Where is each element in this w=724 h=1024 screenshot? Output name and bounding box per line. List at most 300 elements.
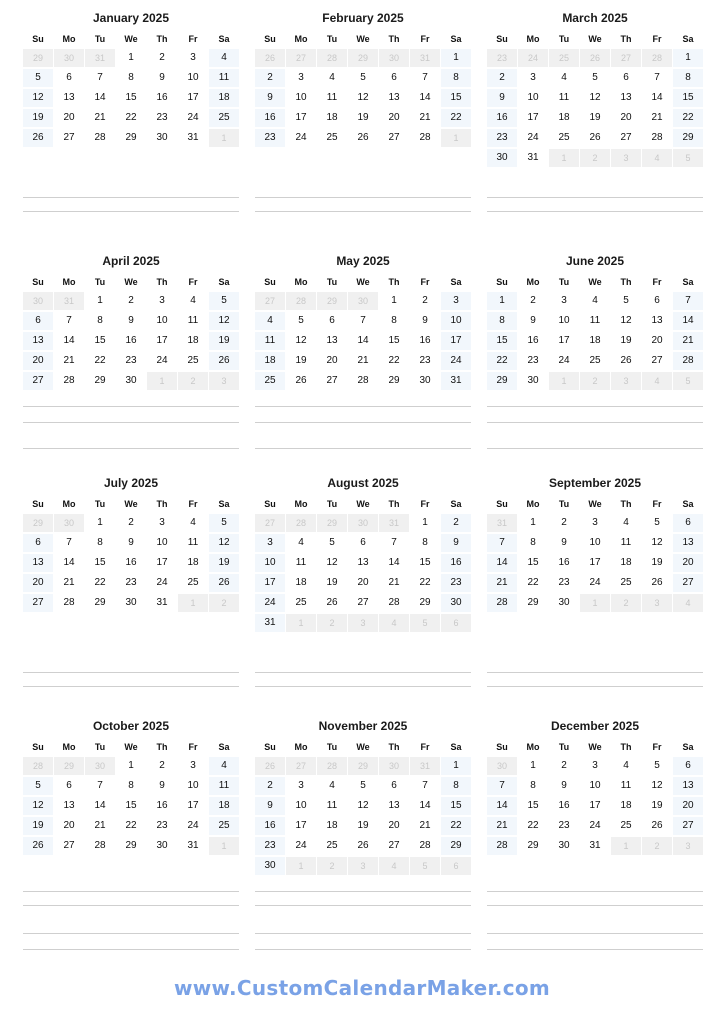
day-cell: 18 [187, 557, 199, 568]
day-cell: 7 [487, 777, 517, 795]
day-cell: 1 [673, 49, 703, 67]
day-cell: 1 [441, 49, 471, 67]
weekday-header: Fr [652, 499, 662, 509]
day-cell: 13 [23, 332, 53, 350]
day-cell: 20 [673, 554, 703, 572]
day-cell: 22 [441, 817, 471, 835]
day-cell: 15 [527, 557, 539, 568]
day-cell: 5 [592, 72, 598, 83]
adjacent-month-day: 31 [85, 49, 115, 67]
day-cell: 6 [391, 72, 397, 83]
adjacent-month-day: 6 [441, 857, 471, 875]
day-cell: 18 [620, 557, 632, 568]
day-cell: 29 [441, 837, 471, 855]
day-cell: 9 [422, 315, 428, 326]
day-cell: 22 [487, 352, 517, 370]
day-cell: 21 [487, 817, 517, 835]
adjacent-month-day: 31 [410, 49, 440, 67]
day-cell: 26 [326, 597, 338, 608]
day-cell: 11 [589, 315, 601, 326]
day-cell: 20 [388, 112, 400, 123]
day-cell: 2 [422, 295, 428, 306]
weekday-header: Th [620, 742, 632, 752]
weekday-header: Th [156, 277, 168, 287]
day-cell: 16 [156, 800, 168, 811]
day-cell: 15 [527, 800, 539, 811]
adjacent-month-day: 4 [673, 594, 703, 612]
adjacent-month-day: 27 [255, 514, 285, 532]
day-cell: 19 [651, 557, 663, 568]
day-cell: 27 [388, 132, 400, 143]
adjacent-month-day: 29 [54, 757, 84, 775]
day-cell: 25 [187, 355, 199, 366]
day-cell: 26 [651, 577, 663, 588]
weekday-header: Tu [326, 742, 338, 752]
weekday-header: Th [620, 499, 632, 509]
day-cell: 6 [673, 757, 703, 775]
day-cell: 7 [97, 72, 103, 83]
day-cell: 10 [441, 312, 471, 330]
day-cell: 14 [419, 92, 431, 103]
weekday-header: Mo [294, 499, 308, 509]
weekday-header: We [588, 34, 602, 44]
day-cell: 11 [187, 315, 199, 326]
adjacent-month-day: 1 [611, 837, 641, 855]
day-cell: 26 [651, 820, 663, 831]
day-cell: 13 [651, 315, 663, 326]
day-cell: 11 [209, 777, 239, 795]
day-cell: 16 [125, 557, 137, 568]
day-cell: 23 [156, 112, 168, 123]
day-cell: 21 [419, 112, 431, 123]
day-cell: 24 [187, 820, 199, 831]
day-cell: 17 [295, 112, 307, 123]
note-line [23, 949, 239, 950]
note-line [23, 891, 239, 892]
day-cell: 25 [326, 840, 338, 851]
adjacent-month-day: 1 [286, 614, 316, 632]
day-cell: 19 [326, 577, 338, 588]
day-cell: 25 [209, 109, 239, 127]
adjacent-month-day: 3 [348, 614, 378, 632]
weekday-header: Sa [450, 277, 462, 287]
note-line [23, 686, 239, 687]
adjacent-month-day: 23 [487, 49, 517, 67]
month-title: October 2025 [92, 719, 170, 733]
weekday-header: Sa [450, 742, 462, 752]
note-line [255, 422, 471, 423]
day-cell: 7 [422, 72, 428, 83]
weekday-header: Su [264, 34, 276, 44]
day-cell: 12 [620, 315, 632, 326]
day-cell: 13 [620, 92, 632, 103]
day-cell: 18 [187, 335, 199, 346]
day-cell: 21 [651, 112, 663, 123]
day-cell: 10 [156, 315, 168, 326]
day-cell: 11 [187, 537, 199, 548]
day-cell: 30 [125, 597, 137, 608]
adjacent-month-day: 2 [317, 857, 347, 875]
note-line [487, 686, 703, 687]
adjacent-month-day: 1 [209, 837, 239, 855]
day-cell: 28 [487, 837, 517, 855]
adjacent-month-day: 27 [611, 49, 641, 67]
day-cell: 19 [295, 355, 307, 366]
day-cell: 13 [388, 800, 400, 811]
day-cell: 17 [527, 112, 539, 123]
weekday-header: We [124, 499, 138, 509]
day-cell: 28 [651, 132, 663, 143]
day-cell: 25 [620, 577, 632, 588]
day-cell: 4 [190, 295, 196, 306]
day-cell: 27 [326, 375, 338, 386]
adjacent-month-day: 2 [209, 594, 239, 612]
day-cell: 23 [487, 129, 517, 147]
weekday-header: Sa [450, 34, 462, 44]
weekday-header: Tu [326, 277, 338, 287]
note-line [23, 406, 239, 407]
day-cell: 14 [487, 554, 517, 572]
day-cell: 11 [295, 557, 307, 568]
day-cell: 3 [298, 72, 304, 83]
day-cell: 23 [125, 577, 137, 588]
month-title: May 2025 [336, 254, 390, 268]
day-cell: 4 [329, 780, 335, 791]
day-cell: 12 [23, 797, 53, 815]
day-cell: 8 [391, 315, 397, 326]
day-cell: 20 [326, 355, 338, 366]
day-cell: 30 [441, 594, 471, 612]
note-line [255, 949, 471, 950]
weekday-header: Sa [682, 34, 694, 44]
day-cell: 22 [419, 577, 431, 588]
adjacent-month-day: 26 [580, 49, 610, 67]
adjacent-month-day: 5 [673, 372, 703, 390]
weekday-header: Fr [420, 742, 430, 752]
day-cell: 28 [357, 375, 369, 386]
day-cell: 9 [441, 534, 471, 552]
day-cell: 14 [388, 557, 400, 568]
day-cell: 30 [487, 149, 517, 167]
adjacent-month-day: 30 [54, 49, 84, 67]
adjacent-month-day: 30 [23, 292, 53, 310]
adjacent-month-day: 24 [518, 49, 548, 67]
month-title: January 2025 [92, 11, 170, 25]
day-cell: 8 [487, 312, 517, 330]
day-cell: 2 [255, 777, 285, 795]
weekday-header: Mo [62, 277, 76, 287]
note-line [255, 448, 471, 449]
day-cell: 17 [589, 557, 601, 568]
day-cell: 23 [125, 355, 137, 366]
day-cell: 13 [63, 800, 75, 811]
day-cell: 19 [23, 817, 53, 835]
note-line [487, 933, 703, 934]
weekday-header: Su [264, 277, 276, 287]
weekday-header: Th [156, 742, 168, 752]
day-cell: 2 [255, 69, 285, 87]
day-cell: 26 [23, 837, 53, 855]
day-cell: 8 [422, 537, 428, 548]
day-cell: 5 [360, 72, 366, 83]
day-cell: 23 [156, 820, 168, 831]
day-cell: 3 [159, 517, 165, 528]
adjacent-month-day: 1 [178, 594, 208, 612]
day-cell: 31 [527, 152, 539, 163]
day-cell: 4 [592, 295, 598, 306]
day-cell: 21 [487, 574, 517, 592]
weekday-header: We [124, 277, 138, 287]
day-cell: 3 [190, 760, 196, 771]
day-cell: 4 [623, 760, 629, 771]
adjacent-month-day: 3 [611, 372, 641, 390]
day-cell: 28 [94, 132, 106, 143]
day-cell: 9 [159, 72, 165, 83]
day-cell: 29 [527, 597, 539, 608]
day-cell: 21 [63, 355, 75, 366]
day-cell: 12 [357, 800, 369, 811]
day-cell: 6 [654, 295, 660, 306]
adjacent-month-day: 30 [348, 292, 378, 310]
day-cell: 5 [23, 777, 53, 795]
day-cell: 3 [530, 72, 536, 83]
day-cell: 6 [23, 312, 53, 330]
month-title: July 2025 [103, 476, 159, 490]
adjacent-month-day: 26 [255, 757, 285, 775]
adjacent-month-day: 4 [642, 149, 672, 167]
day-cell: 12 [295, 335, 307, 346]
note-line [23, 422, 239, 423]
day-cell: 29 [527, 840, 539, 851]
weekday-header: Th [156, 499, 168, 509]
day-cell: 17 [187, 800, 199, 811]
adjacent-month-day: 28 [317, 49, 347, 67]
day-cell: 1 [97, 517, 103, 528]
day-cell: 14 [94, 800, 106, 811]
weekday-header: Fr [188, 499, 198, 509]
note-line [23, 197, 239, 198]
day-cell: 1 [487, 292, 517, 310]
day-cell: 5 [329, 537, 335, 548]
day-cell: 22 [527, 820, 539, 831]
day-cell: 8 [530, 780, 536, 791]
weekday-header: Su [32, 499, 44, 509]
day-cell: 12 [209, 312, 239, 330]
day-cell: 4 [255, 312, 285, 330]
note-line [255, 672, 471, 673]
day-cell: 9 [487, 89, 517, 107]
adjacent-month-day: 3 [348, 857, 378, 875]
weekday-header: Su [32, 34, 44, 44]
adjacent-month-day: 31 [410, 757, 440, 775]
day-cell: 3 [255, 534, 285, 552]
day-cell: 5 [209, 292, 239, 310]
day-cell: 31 [187, 132, 199, 143]
adjacent-month-day: 31 [54, 292, 84, 310]
day-cell: 30 [156, 132, 168, 143]
day-cell: 23 [527, 355, 539, 366]
day-cell: 11 [620, 537, 632, 548]
day-cell: 13 [388, 92, 400, 103]
day-cell: 19 [620, 335, 632, 346]
day-cell: 27 [357, 597, 369, 608]
weekday-header: Th [388, 742, 400, 752]
weekday-header: Su [264, 499, 276, 509]
day-cell: 30 [558, 597, 570, 608]
day-cell: 27 [651, 355, 663, 366]
day-cell: 13 [357, 557, 369, 568]
day-cell: 10 [295, 92, 307, 103]
day-cell: 27 [388, 840, 400, 851]
weekday-header: Su [496, 742, 508, 752]
adjacent-month-day: 2 [178, 372, 208, 390]
weekday-header: Tu [326, 499, 338, 509]
day-cell: 12 [651, 537, 663, 548]
day-cell: 6 [66, 780, 72, 791]
day-cell: 16 [156, 92, 168, 103]
day-cell: 7 [66, 537, 72, 548]
weekday-header: Fr [188, 34, 198, 44]
weekday-header: Fr [420, 499, 430, 509]
adjacent-month-day: 30 [487, 757, 517, 775]
note-line [487, 197, 703, 198]
day-cell: 3 [561, 295, 567, 306]
note-line [255, 891, 471, 892]
day-cell: 21 [94, 112, 106, 123]
month-title: April 2025 [102, 254, 160, 268]
day-cell: 26 [357, 132, 369, 143]
day-cell: 6 [360, 537, 366, 548]
day-cell: 31 [187, 840, 199, 851]
weekday-header: We [356, 277, 370, 287]
day-cell: 30 [255, 857, 285, 875]
day-cell: 31 [255, 614, 285, 632]
day-cell: 29 [94, 375, 106, 386]
day-cell: 24 [441, 352, 471, 370]
weekday-header: We [124, 34, 138, 44]
day-cell: 29 [125, 840, 137, 851]
day-cell: 16 [441, 554, 471, 572]
day-cell: 29 [673, 129, 703, 147]
footer-website-url[interactable]: www.CustomCalendarMaker.com [173, 976, 551, 1000]
day-cell: 27 [673, 817, 703, 835]
day-cell: 24 [156, 355, 168, 366]
weekday-header: Mo [526, 499, 540, 509]
weekday-header: Sa [682, 742, 694, 752]
day-cell: 15 [487, 332, 517, 350]
day-cell: 19 [651, 800, 663, 811]
day-cell: 9 [159, 780, 165, 791]
note-line [487, 891, 703, 892]
day-cell: 10 [527, 92, 539, 103]
day-cell: 2 [487, 69, 517, 87]
day-cell: 6 [66, 72, 72, 83]
weekday-header: Tu [326, 34, 338, 44]
weekday-header: Mo [526, 742, 540, 752]
day-cell: 26 [589, 132, 601, 143]
weekday-header: We [356, 34, 370, 44]
weekday-header: Fr [652, 277, 662, 287]
day-cell: 11 [326, 92, 338, 103]
day-cell: 13 [63, 92, 75, 103]
day-cell: 4 [209, 757, 239, 775]
day-cell: 20 [651, 335, 663, 346]
day-cell: 15 [125, 800, 137, 811]
day-cell: 9 [128, 537, 134, 548]
day-cell: 14 [63, 335, 75, 346]
day-cell: 8 [441, 777, 471, 795]
day-cell: 25 [209, 817, 239, 835]
weekday-header: Mo [526, 34, 540, 44]
day-cell: 9 [128, 315, 134, 326]
adjacent-month-day: 5 [410, 614, 440, 632]
day-cell: 23 [558, 820, 570, 831]
weekday-header: Fr [420, 34, 430, 44]
day-cell: 13 [673, 777, 703, 795]
adjacent-month-day: 29 [317, 292, 347, 310]
day-cell: 8 [673, 69, 703, 87]
adjacent-month-day: 25 [549, 49, 579, 67]
day-cell: 2 [159, 760, 165, 771]
adjacent-month-day: 29 [317, 514, 347, 532]
day-cell: 6 [391, 780, 397, 791]
note-line [487, 422, 703, 423]
weekday-header: Fr [652, 742, 662, 752]
day-cell: 18 [209, 89, 239, 107]
day-cell: 26 [209, 352, 239, 370]
weekday-header: Su [264, 742, 276, 752]
day-cell: 23 [255, 129, 285, 147]
adjacent-month-day: 28 [642, 49, 672, 67]
day-cell: 7 [422, 780, 428, 791]
day-cell: 10 [156, 537, 168, 548]
day-cell: 30 [156, 840, 168, 851]
adjacent-month-day: 28 [23, 757, 53, 775]
month-title: March 2025 [562, 11, 628, 25]
adjacent-month-day: 27 [286, 49, 316, 67]
day-cell: 27 [63, 840, 75, 851]
weekday-header: Sa [218, 277, 230, 287]
day-cell: 19 [357, 112, 369, 123]
weekday-header: Su [496, 277, 508, 287]
weekday-header: We [356, 742, 370, 752]
day-cell: 17 [156, 557, 168, 568]
day-cell: 15 [673, 89, 703, 107]
adjacent-month-day: 1 [549, 372, 579, 390]
day-cell: 16 [255, 817, 285, 835]
day-cell: 22 [388, 355, 400, 366]
weekday-header: We [588, 499, 602, 509]
weekday-header: Su [496, 499, 508, 509]
day-cell: 31 [156, 597, 168, 608]
adjacent-month-day: 27 [286, 757, 316, 775]
adjacent-month-day: 27 [255, 292, 285, 310]
weekday-header: Tu [94, 499, 106, 509]
day-cell: 22 [94, 355, 106, 366]
adjacent-month-day: 30 [379, 49, 409, 67]
day-cell: 21 [357, 355, 369, 366]
day-cell: 30 [558, 840, 570, 851]
adjacent-month-day: 29 [348, 49, 378, 67]
day-cell: 28 [419, 132, 431, 143]
weekday-header: Tu [558, 499, 570, 509]
day-cell: 5 [23, 69, 53, 87]
day-cell: 14 [357, 335, 369, 346]
adjacent-month-day: 4 [379, 857, 409, 875]
day-cell: 16 [255, 109, 285, 127]
weekday-header: Mo [526, 277, 540, 287]
weekday-header: Su [496, 34, 508, 44]
